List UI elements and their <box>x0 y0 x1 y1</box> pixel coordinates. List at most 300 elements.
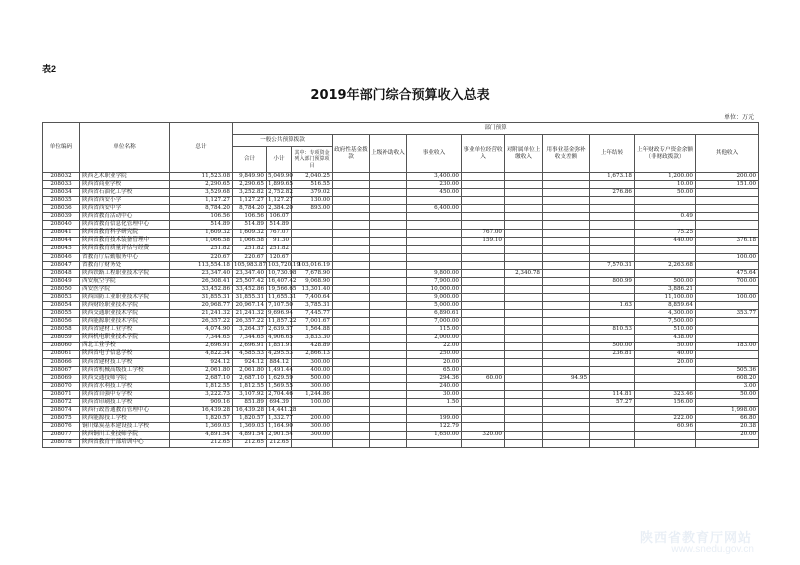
cell-special: 2,040.25 <box>292 173 333 181</box>
header-fiscal-account: 上年财政专户资金余额（非财政拨款） <box>635 135 696 173</box>
cell-gov <box>333 213 370 221</box>
cell-last <box>590 213 635 221</box>
cell-gov <box>333 261 370 269</box>
cell-other <box>696 245 759 253</box>
cell-aff <box>505 358 543 366</box>
cell-gov <box>333 366 370 374</box>
cell-name: 西安航空学院 <box>80 278 170 286</box>
header-unit-code: 单位编码 <box>43 123 80 173</box>
cell-upper <box>370 399 407 407</box>
cell-biz <box>407 221 462 229</box>
table-row <box>43 350 759 358</box>
cell-name: 西北工业学校 <box>80 342 170 350</box>
cell-last <box>590 205 635 213</box>
cell-name: 陕西省电子信息学校 <box>80 350 170 358</box>
cell-other <box>696 197 759 205</box>
cell-gov <box>333 391 370 399</box>
cell-heji: 1,127.27 <box>233 197 267 205</box>
cell-other: 1,998.00 <box>696 407 759 415</box>
cell-fund <box>543 237 590 245</box>
cell-name: 陕西国防工业职业技术学院 <box>80 294 170 302</box>
cell-fund <box>543 261 590 269</box>
cell-heji: 1,066.58 <box>233 237 267 245</box>
cell-fiscal: 50.00 <box>635 342 696 350</box>
cell-heji: 20,967.14 <box>233 302 267 310</box>
cell-name: 陕西省自强中专学校 <box>80 391 170 399</box>
cell-gov <box>333 229 370 237</box>
cell-name: 陕西省教育科学研究院 <box>80 229 170 237</box>
cell-last: 57.27 <box>590 399 635 407</box>
cell-special <box>292 213 333 221</box>
cell-gov <box>333 439 370 447</box>
cell-code: 208044 <box>43 237 80 245</box>
cell-biz: 199.00 <box>407 415 462 423</box>
cell-aff <box>505 423 543 431</box>
cell-xiaoji: 1,127.27 <box>268 196 293 203</box>
header-last-year: 上年结转 <box>590 135 635 173</box>
cell-fiscal <box>635 269 696 277</box>
cell-other: 505.36 <box>696 366 759 374</box>
cell-biz <box>407 261 462 269</box>
cell-upper <box>370 197 407 205</box>
cell-code: 208054 <box>43 302 80 310</box>
cell-name: 西安医学院 <box>80 286 170 294</box>
table-row <box>43 415 759 423</box>
cell-code: 208033 <box>43 181 80 189</box>
header-subtotal: 小计 <box>267 147 292 173</box>
cell-last <box>590 286 635 294</box>
cell-last <box>590 374 635 382</box>
table-row <box>43 205 759 213</box>
cell-total: 7,344.65 <box>170 334 233 342</box>
cell-code: 208076 <box>43 423 80 431</box>
table-row <box>43 431 759 439</box>
cell-fund <box>543 415 590 423</box>
cell-op <box>462 294 505 302</box>
cell-other: 20.00 <box>696 431 759 439</box>
cell-total: 924.12 <box>170 358 233 366</box>
cell-name: 陕西省西安小学 <box>80 197 170 205</box>
cell-aff <box>505 294 543 302</box>
cell-fiscal: 40.00 <box>635 350 696 358</box>
cell-op <box>462 358 505 366</box>
cell-biz: 3,400.00 <box>407 173 462 181</box>
cell-last <box>590 310 635 318</box>
table-row <box>43 213 759 221</box>
cell-aff <box>505 391 543 399</box>
cell-fiscal: 222.00 <box>635 415 696 423</box>
cell-aff <box>505 253 543 261</box>
cell-upper <box>370 173 407 181</box>
cell-last: 7,570.31 <box>590 261 635 269</box>
header-other-income: 其他收入 <box>696 135 759 173</box>
cell-biz: 10,000.00 <box>407 286 462 294</box>
table-row <box>43 310 759 318</box>
header-unit-name: 单位名称 <box>80 123 170 173</box>
cell-fund <box>543 294 590 302</box>
cell-code: 208059 <box>43 334 80 342</box>
cell-name: 陕西省建材技工学校 <box>80 358 170 366</box>
cell-total: 33,452.86 <box>170 286 233 294</box>
cell-xiaoji: 1,851.91 <box>268 342 293 349</box>
table-row <box>43 366 759 374</box>
table-row <box>43 423 759 431</box>
cell-total: 11,523.08 <box>170 173 233 181</box>
cell-gov <box>333 286 370 294</box>
cell-aff <box>505 366 543 374</box>
cell-fiscal: 11,100.00 <box>635 294 696 302</box>
cell-op <box>462 326 505 334</box>
cell-upper <box>370 278 407 286</box>
cell-fiscal: 50.00 <box>635 189 696 197</box>
cell-total: 2,061.80 <box>170 366 233 374</box>
cell-total: 113,554.18 <box>170 261 233 269</box>
cell-gov <box>333 358 370 366</box>
cell-fiscal <box>635 366 696 374</box>
cell-total: 909.16 <box>170 399 233 407</box>
table-row <box>43 318 759 326</box>
cell-heji: 924.12 <box>233 358 267 366</box>
table-row <box>43 374 759 382</box>
cell-upper <box>370 213 407 221</box>
cell-special: 300.00 <box>292 423 333 431</box>
cell-name: 陕西铜川工业技师学院 <box>80 431 170 439</box>
cell-other <box>696 189 759 197</box>
cell-fiscal <box>635 197 696 205</box>
cell-special: 300.00 <box>292 383 333 391</box>
cell-special <box>292 229 333 237</box>
cell-heji: 8,784.20 <box>233 205 267 213</box>
cell-op: 767.00 <box>462 229 505 237</box>
cell-xiaoji: 514.89 <box>267 221 292 229</box>
table-row <box>43 221 759 229</box>
cell-op <box>462 383 505 391</box>
cell-fund <box>543 286 590 294</box>
cell-fund <box>543 221 590 229</box>
cell-fund <box>543 342 590 350</box>
cell-other: 376.18 <box>696 237 759 245</box>
cell-gov <box>333 278 370 286</box>
cell-xiaoji: 212.65 <box>267 439 292 447</box>
cell-biz: 115.00 <box>407 326 462 334</box>
cell-fiscal: 3,886.21 <box>635 286 696 294</box>
cell-other <box>696 205 759 213</box>
cell-biz: 122.79 <box>407 423 462 431</box>
cell-code: 208039 <box>43 213 80 221</box>
header-affiliated-income: 对附属单位上缴收入 <box>505 135 543 173</box>
table-row <box>43 173 759 181</box>
cell-aff <box>505 229 543 237</box>
cell-op <box>462 391 505 399</box>
cell-upper <box>370 269 407 277</box>
cell-last <box>590 237 635 245</box>
cell-other: 66.80 <box>696 415 759 423</box>
cell-fund <box>543 197 590 205</box>
cell-gov <box>333 181 370 189</box>
cell-xiaoji: 103,720.19 <box>268 261 301 268</box>
cell-op <box>462 269 505 277</box>
cell-aff <box>505 431 543 439</box>
cell-heji: 2,061.80 <box>233 366 267 374</box>
cell-fund <box>543 350 590 358</box>
cell-heji: 4,891.54 <box>233 431 267 439</box>
cell-xiaoji: 11,857.22 <box>268 318 297 325</box>
cell-code: 208069 <box>43 374 80 382</box>
cell-name: 陕西省建材工业学校 <box>80 326 170 334</box>
cell-xiaoji: 1,491.44 <box>268 366 293 373</box>
header-dept-budget: 部门预算 <box>233 123 759 135</box>
cell-code: 208070 <box>43 383 80 391</box>
cell-op <box>462 181 505 189</box>
cell-fund <box>543 366 590 374</box>
cell-total: 26,308.41 <box>170 278 233 286</box>
cell-total: 1,609.32 <box>170 229 233 237</box>
cell-special <box>292 439 333 447</box>
cell-heji: 106.56 <box>233 213 267 221</box>
cell-last <box>590 366 635 374</box>
cell-gov <box>333 253 370 261</box>
cell-special: 300.00 <box>292 358 333 366</box>
cell-aff <box>505 310 543 318</box>
cell-special: 100.00 <box>292 399 333 407</box>
cell-heji: 23,347.40 <box>233 269 267 277</box>
cell-fund <box>543 407 590 415</box>
cell-biz: 294.36 <box>407 374 462 382</box>
cell-fiscal: 2,263.68 <box>635 261 696 269</box>
cell-op <box>462 213 505 221</box>
cell-upper <box>370 358 407 366</box>
cell-total: 20,968.77 <box>170 302 233 310</box>
cell-gov <box>333 407 370 415</box>
cell-gov <box>333 221 370 229</box>
cell-fiscal <box>635 431 696 439</box>
cell-code: 208034 <box>43 189 80 197</box>
cell-op: 320.00 <box>462 431 505 439</box>
cell-fund <box>543 358 590 366</box>
cell-aff <box>505 173 543 181</box>
cell-biz <box>407 407 462 415</box>
cell-last <box>590 334 635 342</box>
cell-last <box>590 253 635 261</box>
cell-special: 13,301.40 <box>292 286 333 294</box>
cell-name: 陕西交通职业技术学院 <box>80 310 170 318</box>
cell-aff <box>505 318 543 326</box>
cell-upper <box>370 374 407 382</box>
cell-code: 208049 <box>43 278 80 286</box>
cell-total: 106.56 <box>170 213 233 221</box>
cell-gov <box>333 294 370 302</box>
cell-name: 陕西能源技工学校 <box>80 415 170 423</box>
cell-upper <box>370 237 407 245</box>
cell-heji: 33,452.86 <box>233 286 267 294</box>
cell-gov <box>333 302 370 310</box>
cell-biz: 9,800.00 <box>407 269 462 277</box>
cell-name: 陕西机电职业技术学院 <box>80 334 170 342</box>
cell-biz: 230.00 <box>407 181 462 189</box>
cell-fund <box>543 213 590 221</box>
cell-upper <box>370 318 407 326</box>
cell-name: 陕西省教育干部培训中心 <box>80 439 170 447</box>
cell-upper <box>370 189 407 197</box>
cell-special: 7,445.77 <box>292 310 333 318</box>
cell-code: 208053 <box>43 294 80 302</box>
cell-fund: 94.95 <box>543 374 590 382</box>
cell-other: 183.00 <box>696 342 759 350</box>
cell-xiaoji: 251.82 <box>267 245 292 253</box>
cell-fiscal: 156.00 <box>635 399 696 407</box>
cell-xiaoji: 2,752.82 <box>268 188 293 195</box>
cell-op <box>462 221 505 229</box>
cell-gov <box>333 431 370 439</box>
cell-name: 省教育厅后勤服务中心 <box>80 253 170 261</box>
cell-aff <box>505 189 543 197</box>
cell-fund <box>543 334 590 342</box>
cell-name: 省教育厅财务处 <box>80 261 170 269</box>
cell-gov <box>333 350 370 358</box>
cell-other: 50.00 <box>696 391 759 399</box>
cell-fiscal <box>635 245 696 253</box>
cell-name: 铜川煤炭基本建设技工学校 <box>80 423 170 431</box>
cell-special: 300.00 <box>292 431 333 439</box>
cell-code: 208072 <box>43 399 80 407</box>
cell-total: 2,687.10 <box>170 374 233 382</box>
cell-other <box>696 350 759 358</box>
cell-special: 7,678.90 <box>292 269 333 277</box>
cell-last: 800.99 <box>590 278 635 286</box>
cell-total: 1,812.55 <box>170 383 233 391</box>
cell-xiaoji: 4,295.53 <box>268 350 293 357</box>
cell-aff <box>505 302 543 310</box>
cell-name: 陕西能源职业技术学院 <box>80 318 170 326</box>
cell-special <box>292 253 333 261</box>
cell-xiaoji: 10,730.98 <box>268 269 297 276</box>
cell-heji: 31,855.31 <box>233 294 267 302</box>
cell-fund <box>543 229 590 237</box>
cell-heji: 16,439.28 <box>233 407 267 415</box>
cell-other <box>696 261 759 269</box>
cell-xiaoji: 2,639.37 <box>268 326 293 333</box>
cell-total: 1,127.27 <box>170 197 233 205</box>
cell-special: 893.00 <box>292 205 333 213</box>
cell-gov <box>333 334 370 342</box>
cell-biz: 1.50 <box>407 399 462 407</box>
cell-biz: 6,890.61 <box>407 310 462 318</box>
cell-last: 500.00 <box>590 342 635 350</box>
cell-code: 208055 <box>43 310 80 318</box>
cell-last: 1,673.18 <box>590 173 635 181</box>
cell-aff <box>505 197 543 205</box>
cell-fiscal <box>635 374 696 382</box>
cell-op <box>462 334 505 342</box>
cell-op <box>462 318 505 326</box>
cell-heji: 105,983.87 <box>234 261 267 268</box>
cell-op <box>462 189 505 197</box>
cell-special: 1,244.86 <box>292 391 333 399</box>
cell-biz: 9,000.00 <box>407 294 462 302</box>
cell-total: 31,855.31 <box>170 294 233 302</box>
cell-other <box>696 213 759 221</box>
cell-special: 428.89 <box>292 342 333 350</box>
cell-other: 3.00 <box>696 383 759 391</box>
cell-biz <box>407 213 462 221</box>
cell-heji: 251.82 <box>233 245 267 253</box>
cell-last <box>590 197 635 205</box>
cell-fiscal: 4,300.00 <box>635 310 696 318</box>
cell-special: 130.00 <box>292 197 333 205</box>
cell-special: 1,564.88 <box>292 326 333 334</box>
cell-aff <box>505 286 543 294</box>
cell-total: 2,696.91 <box>170 342 233 350</box>
header-gov-fund: 政府性基金拨款 <box>333 135 370 173</box>
cell-upper <box>370 423 407 431</box>
cell-fund <box>543 383 590 391</box>
cell-biz <box>407 229 462 237</box>
cell-fiscal: 440.00 <box>635 237 696 245</box>
cell-total: 4,891.54 <box>170 431 233 439</box>
cell-xiaoji: 1,569.55 <box>268 382 293 389</box>
watermark-url: www.snedu.gov.cn <box>671 544 754 555</box>
cell-special: 2,866.13 <box>292 350 333 358</box>
cell-special: 379.02 <box>292 189 333 197</box>
cell-heji: 7,344.65 <box>233 334 267 342</box>
cell-other: 353.77 <box>696 310 759 318</box>
cell-xiaoji: 694.39 <box>267 399 292 407</box>
cell-heji: 514.89 <box>233 221 267 229</box>
cell-upper <box>370 294 407 302</box>
cell-biz: 1,650.00 <box>407 431 462 439</box>
cell-fiscal <box>635 205 696 213</box>
cell-gov <box>333 399 370 407</box>
cell-total: 8,784.20 <box>170 205 233 213</box>
cell-aff <box>505 213 543 221</box>
cell-last <box>590 181 635 189</box>
cell-fiscal: 8,859.64 <box>635 302 696 310</box>
cell-upper <box>370 261 407 269</box>
cell-heji: 1,369.03 <box>233 423 267 431</box>
cell-special: 200.00 <box>292 415 333 423</box>
cell-other: 20.38 <box>696 423 759 431</box>
cell-fiscal: 10.00 <box>635 181 696 189</box>
cell-special: 400.00 <box>292 366 333 374</box>
cell-fund <box>543 431 590 439</box>
cell-fund <box>543 189 590 197</box>
cell-upper <box>370 310 407 318</box>
cell-op <box>462 286 505 294</box>
cell-name: 陕西省教育活动中心 <box>80 213 170 221</box>
cell-name: 陕西省教育信息化管理中心 <box>80 221 170 229</box>
cell-fund <box>543 181 590 189</box>
cell-aff <box>505 181 543 189</box>
cell-fiscal: 1,200.00 <box>635 173 696 181</box>
table-row <box>43 269 759 277</box>
cell-heji: 851.89 <box>233 399 267 407</box>
cell-total: 1,066.58 <box>170 237 233 245</box>
budget-table <box>42 122 759 448</box>
cell-last <box>590 358 635 366</box>
cell-gov <box>333 423 370 431</box>
cell-code: 208047 <box>43 261 80 269</box>
cell-op <box>462 350 505 358</box>
cell-gov <box>333 189 370 197</box>
cell-aff <box>505 221 543 229</box>
cell-other <box>696 334 759 342</box>
cell-total: 16,439.28 <box>170 407 233 415</box>
cell-code: 208061 <box>43 350 80 358</box>
cell-fund <box>543 245 590 253</box>
cell-xiaoji: 11,655.31 <box>268 293 297 300</box>
cell-name: 陕西艺术职业学院 <box>80 173 170 181</box>
cell-gov <box>333 245 370 253</box>
